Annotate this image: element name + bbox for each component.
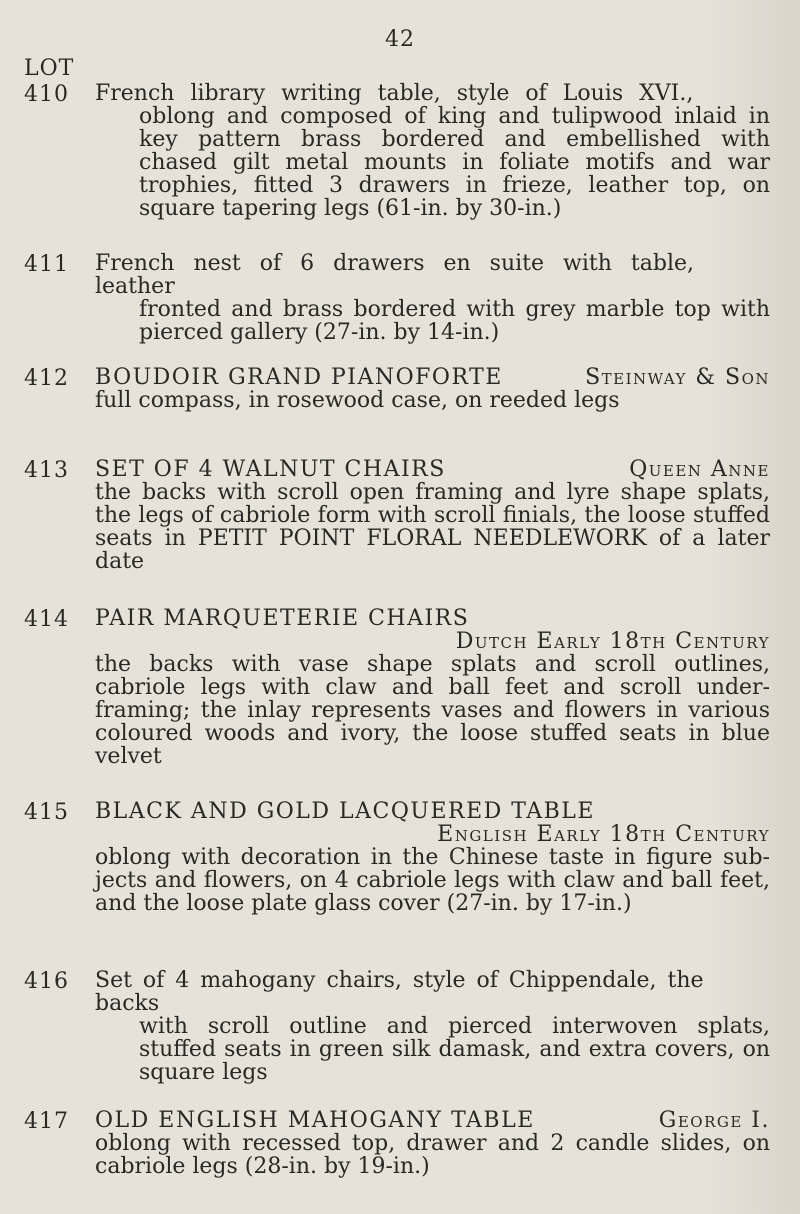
lot-number: 411 — [24, 252, 69, 277]
lot-description: oblong with recessed top, drawer and 2 candle slides, on cabriole legs (28-in. by 19-in.) — [95, 1131, 770, 1179]
lot-heading-line — [95, 458, 770, 481]
lot-description: with scroll outline and pierced interwoven splats, stuffed seats in green silk damask, and extra covers, on square legs — [139, 1014, 770, 1085]
lot-period: English Early 18th Century — [437, 822, 770, 847]
lot-number: 417 — [24, 1109, 69, 1134]
lot-number: 413 — [24, 458, 69, 483]
lot-description: the backs with vase shape splats and scroll outlines, cabriole legs with claw and ball feet and scroll under-framing; the inlay represents vases and flowers in various coloured woods and ivory, the loose stuffed seats in blue velvet — [95, 652, 770, 769]
lot-title: French nest of 6 drawers en suite with table, leather — [95, 251, 694, 299]
lot-body — [95, 800, 770, 915]
lot-number: 415 — [24, 800, 69, 825]
lot-body — [95, 969, 770, 1084]
lot-description: fronted and brass bordered with grey marble top with pierced gallery (27-in. by 14-in.) — [139, 297, 770, 345]
lot-number: 412 — [24, 366, 69, 391]
lot-period: George I. — [658, 1108, 770, 1133]
lot-heading-line — [95, 1109, 770, 1132]
lot-maker: Steinway & Son — [585, 365, 770, 390]
lot-title: Set of 4 mahogany chairs, style of Chippendale, the backs — [95, 968, 704, 1016]
lot-period: Queen Anne — [629, 457, 770, 482]
lot-title: PAIR MARQUETERIE CHAIRS — [95, 606, 470, 631]
lot-title: French library writing table, style of Louis XVI., — [95, 81, 694, 106]
lot-body — [95, 252, 770, 344]
lot-number: 414 — [24, 607, 69, 632]
lot-period: Dutch Early 18th Century — [455, 629, 770, 654]
lot-body — [95, 458, 770, 573]
lot-description: oblong and composed of king and tulipwood inlaid in key pattern brass bordered and embellished with chased gilt metal mounts in foliate motifs and war trophies, fitted 3 drawers in frieze, leather top, on square tapering legs (61-in. by 30-in.) — [139, 104, 770, 221]
lot-description: the backs with scroll open framing and lyre shape splats, the legs of cabriole form with scroll finials, the loose stuffed seats in PETIT POINT FLORAL NEEDLEWORK of a later date — [95, 480, 770, 574]
lot-body — [95, 366, 770, 412]
page-number: 42 — [385, 27, 415, 52]
lot-title: OLD ENGLISH MAHOGANY TABLE — [95, 1108, 535, 1133]
lot-description: oblong with decoration in the Chinese taste in figure sub-jects and flowers, on 4 cabriole legs with claw and ball feet, and the loose plate glass cover (27-in. by 17-in.) — [95, 845, 770, 916]
lot-title: BLACK AND GOLD LACQUERED TABLE — [95, 799, 595, 824]
lot-body — [95, 1109, 770, 1178]
lot-number: 410 — [24, 82, 69, 107]
lot-body — [95, 607, 770, 768]
lot-title: BOUDOIR GRAND PIANOFORTE — [95, 365, 503, 390]
lot-description: full compass, in rosewood case, on reeded legs — [95, 388, 620, 413]
lot-title: SET OF 4 WALNUT CHAIRS — [95, 457, 446, 482]
lot-column-heading: LOT — [24, 56, 75, 81]
lot-number: 416 — [24, 969, 69, 994]
lot-body — [95, 82, 770, 220]
lot-heading-line — [95, 366, 770, 389]
